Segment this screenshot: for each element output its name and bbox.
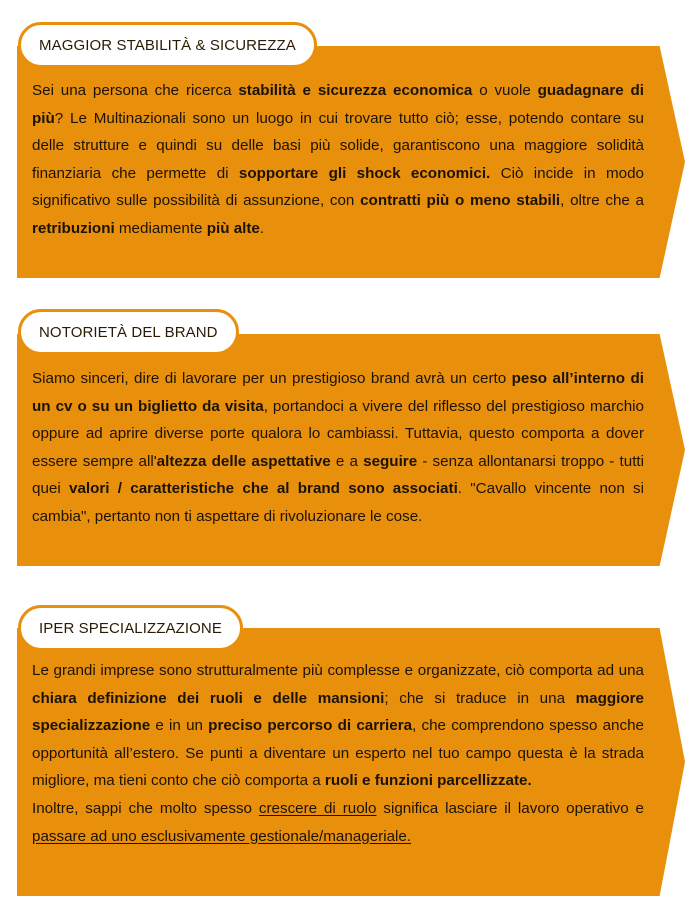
text-run: . [259, 219, 265, 237]
section-title-tag: MAGGIOR STABILITÀ & SICUREZZA [18, 22, 317, 68]
text-run: ? Le Multinazionali sono un luogo in cui trovare tutto ciò; esse, potendo contare su delle strutture e quindi su delle basi più solide, garantiscono una maggiore solidità finanziaria che permette di [32, 109, 644, 182]
bold-text: maggiore specializzazione [32, 689, 644, 735]
section-paragraph [32, 657, 644, 795]
section-title-tag: NOTORIETÀ DEL BRAND [18, 309, 239, 355]
text-run: . "Cavallo vincente non si cambia", pertanto non ti aspettare di rivoluzionare le cose. [32, 480, 645, 525]
bold-text: stabilità e sicurezza economica [238, 82, 473, 99]
text-run: significa lasciare il lavoro operativo e [376, 799, 644, 817]
text-run: , oltre che a [560, 192, 645, 210]
text-run: Le grandi imprese sono strutturalmente più complesse e organizzate, ciò comporta ad una [32, 662, 644, 679]
bold-text: retribuzioni [32, 219, 115, 237]
text-run: Inoltre, sappi che molto spesso [32, 799, 259, 817]
section-body [32, 77, 644, 243]
text-run: e a [330, 452, 364, 470]
text-run: Siamo sinceri, dire di lavorare per un prestigioso brand avrà un certo [32, 370, 512, 387]
bold-text: valori / caratteristiche che al brand sono associati [69, 480, 458, 498]
bold-text: contratti più o meno stabili [360, 192, 561, 210]
bold-text: più alte [206, 219, 260, 237]
section-title-tag: IPER SPECIALIZZAZIONE [18, 605, 243, 651]
text-run: Ciò incide in modo significativo sulle possibilità di assunzione, con [32, 164, 644, 210]
text-run: ; che si traduce in una [384, 689, 576, 707]
section-body [32, 365, 644, 531]
bold-text: sopportare gli shock economici. [238, 164, 491, 182]
text-run: Sei una persona che ricerca [32, 82, 239, 99]
text-run: - senza allontanarsi troppo - tutti quei [32, 452, 645, 498]
section-body [32, 657, 644, 850]
bold-text: altezza delle aspettative [156, 452, 331, 470]
text-run: o vuole [472, 82, 538, 99]
underlined-text: crescere di ruolo [258, 799, 377, 817]
bold-text: chiara definizione dei ruoli e delle mansioni [32, 689, 385, 707]
bold-text: ruoli e funzioni parcellizzate. [324, 772, 532, 790]
bold-text: preciso percorso di carriera [208, 717, 413, 735]
text-run: mediamente [114, 219, 207, 237]
text-run: e in un [150, 717, 209, 735]
bold-text: guadagnare di più [32, 82, 644, 127]
section-paragraph [32, 795, 644, 850]
text-run: , portandoci a vivere del riflesso del prestigioso marchio oppure ad aprire diverse porte qualora lo cambiassi. Tuttavia, questo comporta a dover essere sempre all' [32, 397, 644, 470]
bold-text: peso all’interno di un cv o su un biglietto da visita [32, 370, 644, 415]
text-run: , che comprendono spesso anche opportunità all’estero. Se punti a diventare un esperto nel tuo campo questa è la strada migliore, ma tieni conto che ciò comporta a [32, 717, 644, 790]
bold-text: seguire [363, 452, 418, 470]
underlined-text: passare ad uno esclusivamente gestionale/manageriale. [32, 827, 412, 845]
